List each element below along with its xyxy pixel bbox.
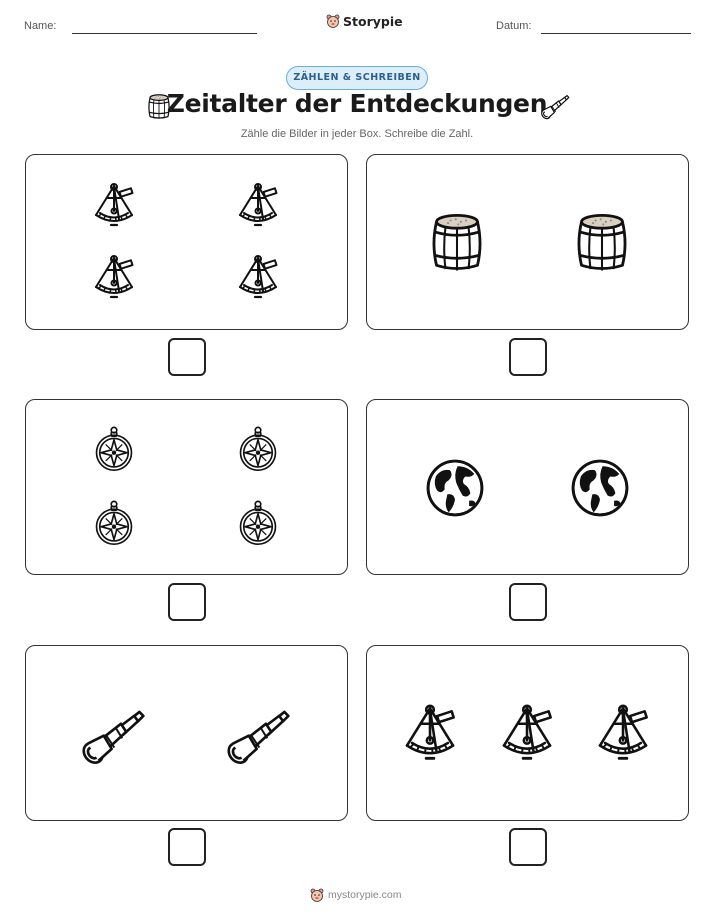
answer-box[interactable] (168, 338, 206, 376)
telescope-icon (80, 704, 146, 770)
count-box-compasses-4 (25, 399, 348, 575)
sextant-icon (591, 702, 655, 766)
answer-box[interactable] (168, 583, 206, 621)
brand-logo (326, 13, 403, 29)
barrel-icon (570, 209, 634, 273)
bear-mascot-icon (326, 13, 340, 29)
count-box-sextants-4 (25, 154, 348, 330)
sextant-icon (233, 253, 283, 303)
compass-icon (91, 424, 137, 474)
footer-url[interactable]: mystorypie.com (328, 889, 402, 901)
name-field[interactable] (72, 33, 257, 34)
barrel-icon (425, 209, 489, 273)
footer (310, 887, 402, 903)
compass-icon (91, 498, 137, 548)
answer-box[interactable] (509, 338, 547, 376)
brand-name: Storypie (343, 13, 403, 29)
bear-mascot-icon (310, 887, 324, 903)
telescope-icon (225, 704, 291, 770)
name-label: Name: (24, 20, 57, 32)
instructions: Zähle die Bilder in jeder Box. Schreibe die Zahl. (240, 128, 474, 140)
sextant-icon (495, 702, 559, 766)
sextant-icon (233, 181, 283, 231)
count-box-sextants-3 (366, 645, 689, 821)
compass-icon (235, 424, 281, 474)
date-field[interactable] (541, 33, 691, 34)
count-box-barrels-2 (366, 154, 689, 330)
category-badge: ZÄHLEN & SCHREIBEN (286, 66, 428, 90)
answer-box[interactable] (168, 828, 206, 866)
globe-icon (568, 456, 632, 520)
sextant-icon (89, 181, 139, 231)
compass-icon (235, 498, 281, 548)
count-box-globes-2 (366, 399, 689, 575)
date-label: Datum: (496, 20, 532, 32)
page-title: Zeitalter der Entdeckungen (166, 89, 548, 118)
answer-box[interactable] (509, 583, 547, 621)
sextant-icon (89, 253, 139, 303)
globe-icon (423, 456, 487, 520)
count-box-telescopes-2 (25, 645, 348, 821)
answer-box[interactable] (509, 828, 547, 866)
sextant-icon (398, 702, 462, 766)
telescope-icon (540, 92, 570, 122)
